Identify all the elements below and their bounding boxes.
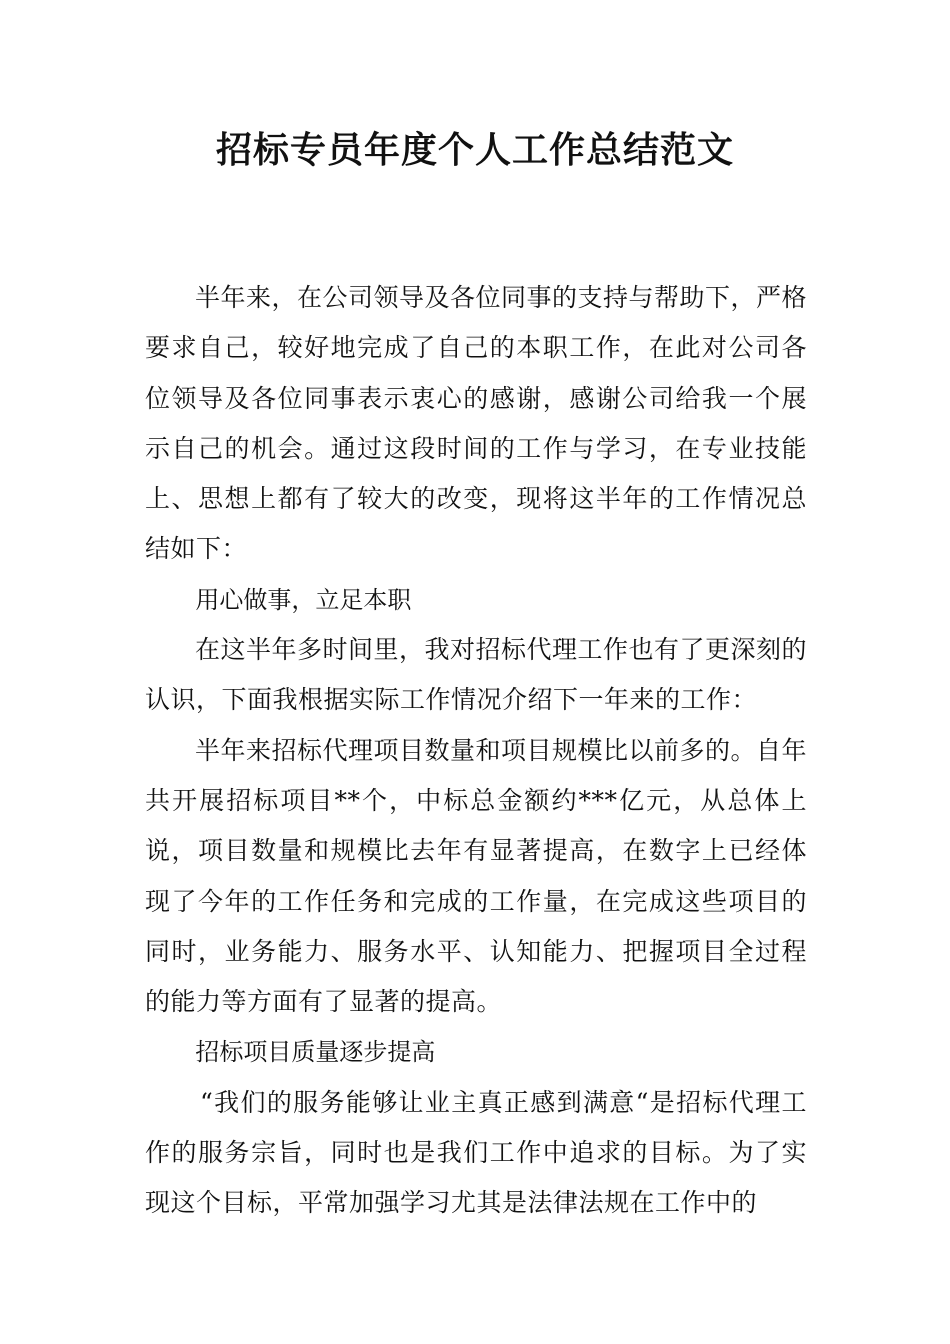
paragraph-service-goal: “我们的服务能够让业主真正感到满意“是招标代理工作的服务宗旨，同时也是我们工作中追求的目标。为了实现这个目标，平常加强学习尤其是法律法规在工作中的	[145, 1087, 807, 1218]
document-title: 招标专员年度个人工作总结范文	[215, 129, 734, 171]
paragraph-project-volume: 半年来招标代理项目数量和项目规模比以前多的。自年共开展招标项目**个，中标总金额约***亿元，从总体上说，项目数量和规模比去年有显著提高，在数字上已经体现了今年的工作任务和完成的工作量，在完成这些项目的同时，业务能力、服务水平、认知能力、把握项目全过程的能力等方面有了显著的提高。	[145, 735, 808, 1017]
paragraph-understanding: 在这半年多时间里，我对招标代理工作也有了更深刻的认识，下面我根据实际工作情况介绍下一年来的工作：	[145, 635, 808, 715]
paragraph-intro: 半年来，在公司领导及各位同事的支持与帮助下，严格要求自己，较好地完成了自己的本职工作，在此对公司各位领导及各位同事表示衷心的感谢，感谢公司给我一个展示自己的机会。通过这段时间的工作与学习，在专业技能上、思想上都有了较大的改变，现将这半年的工作情况总结如下：	[145, 283, 808, 564]
section-heading-quality: 招标项目质量逐步提高	[195, 1038, 436, 1067]
document-body	[145, 273, 807, 1229]
section-heading-focus-on-work: 用心做事，立足本职	[195, 585, 412, 614]
